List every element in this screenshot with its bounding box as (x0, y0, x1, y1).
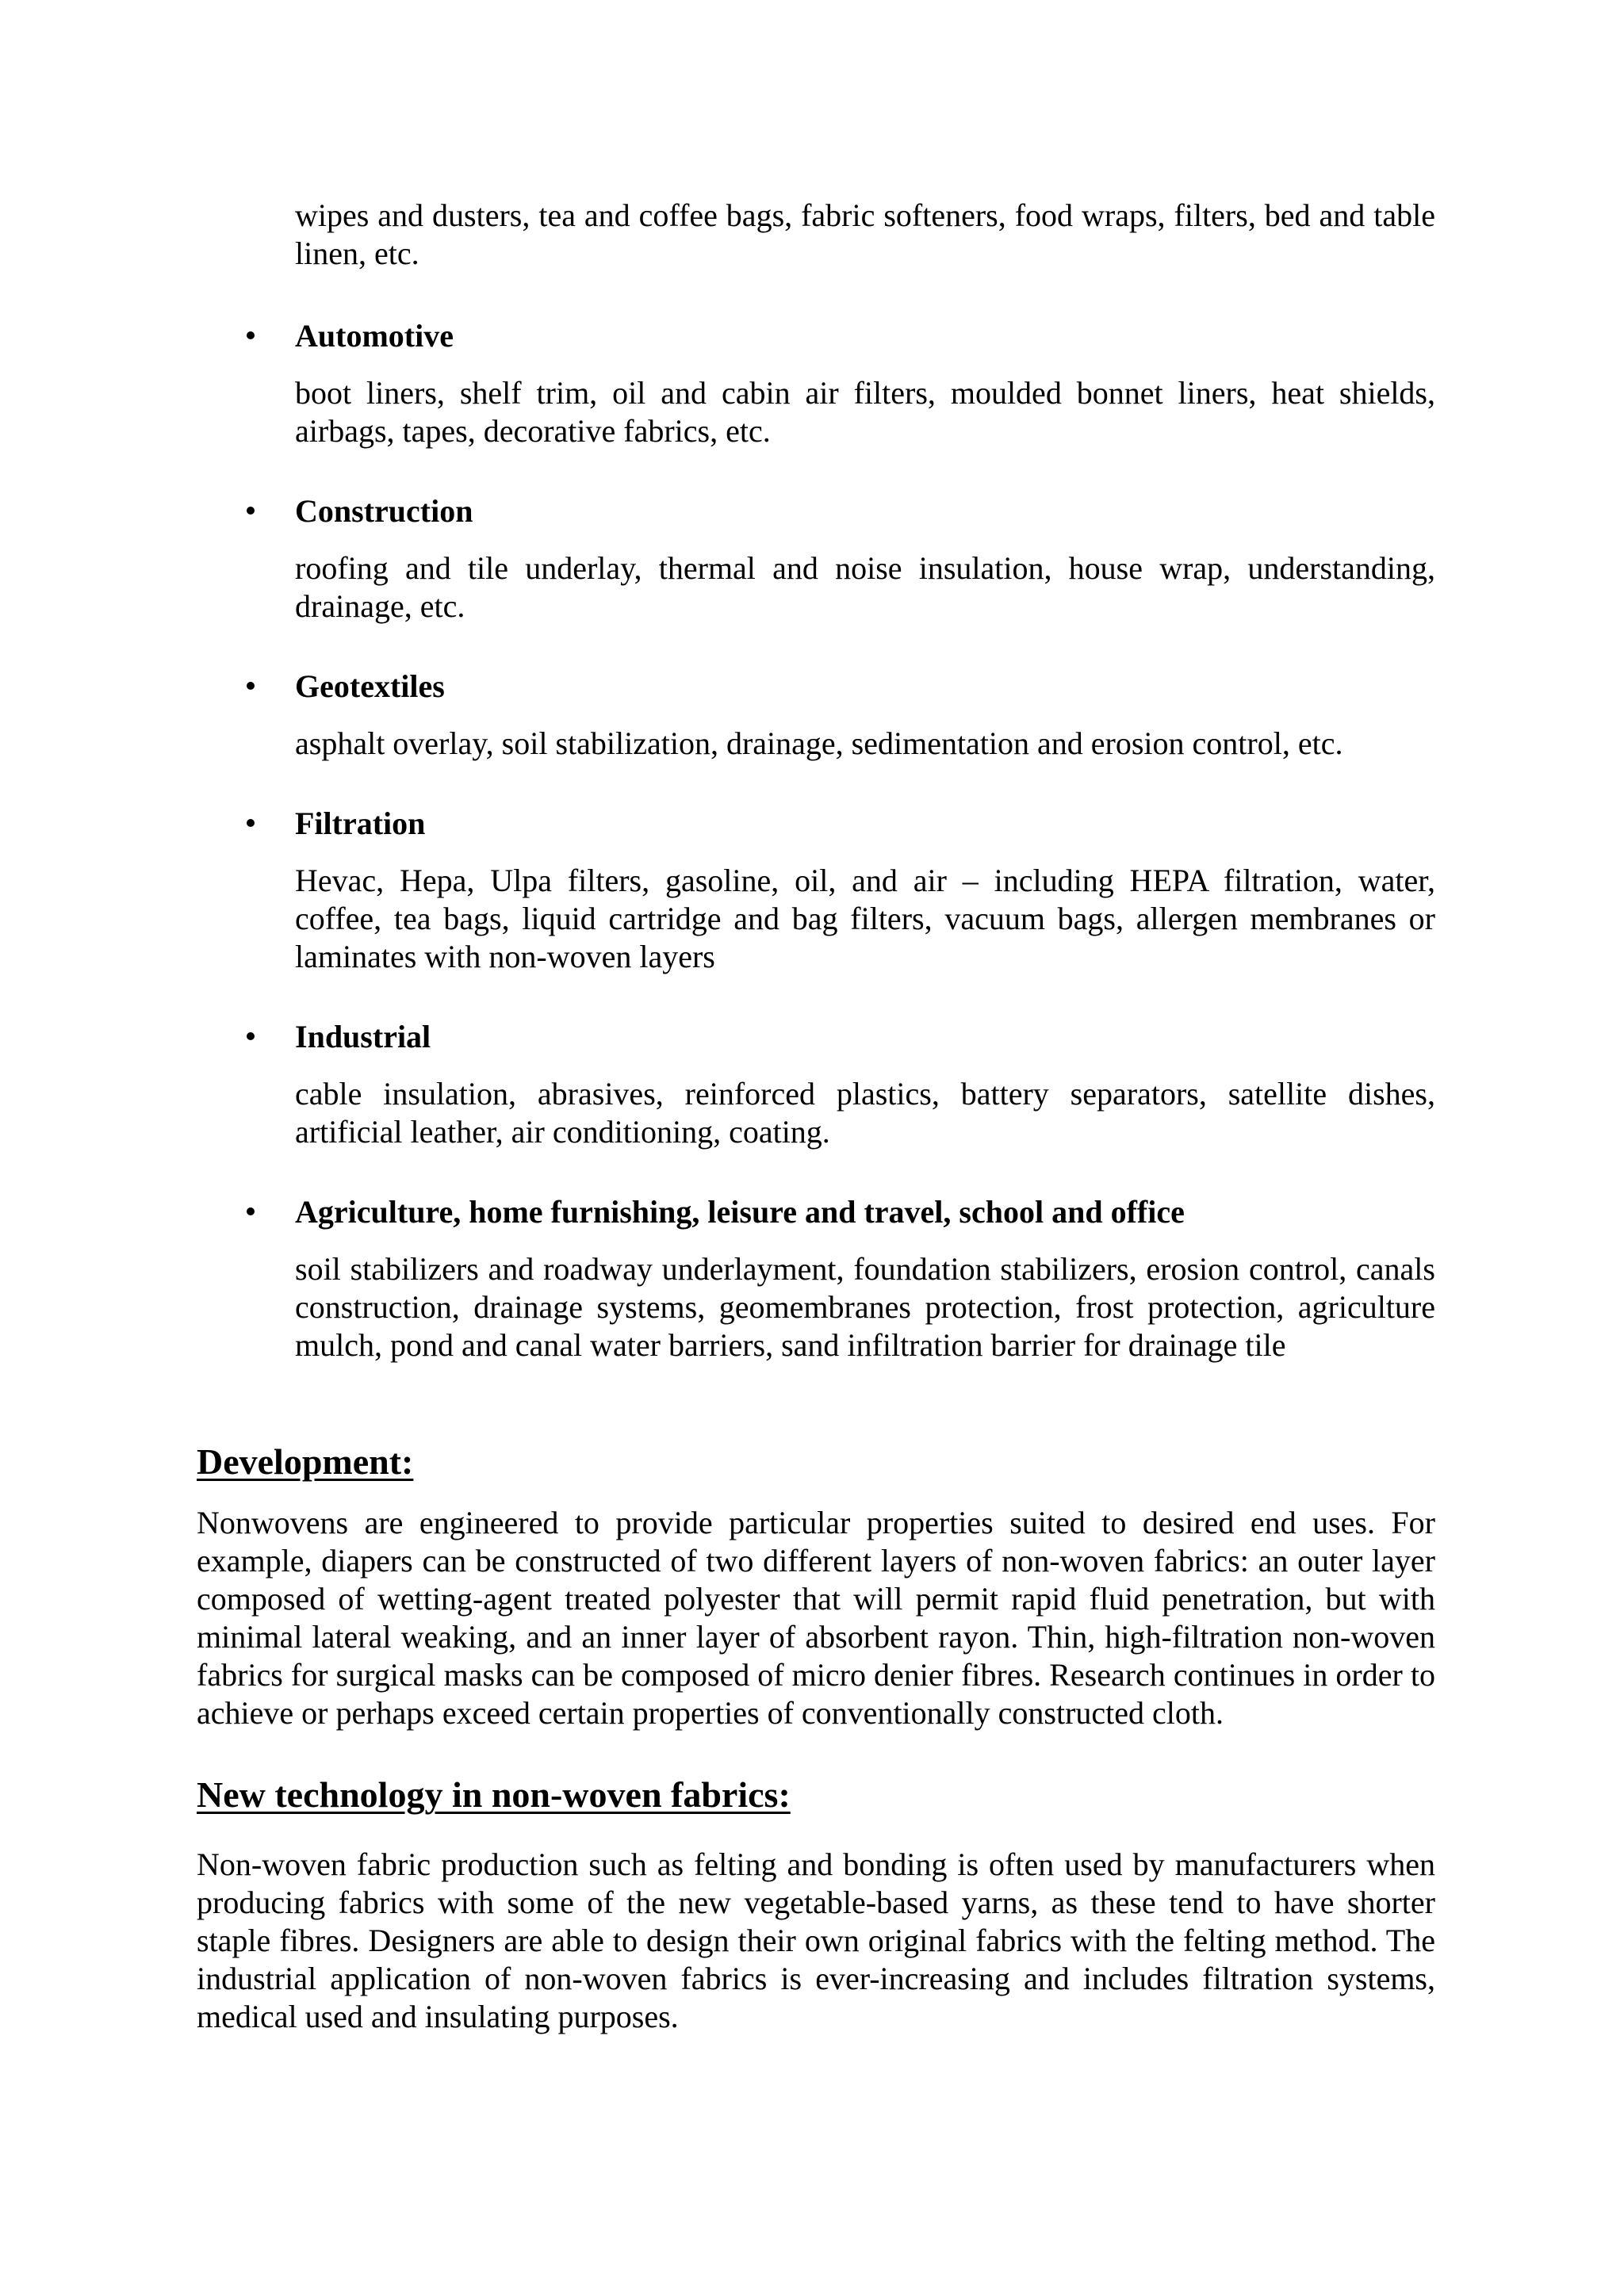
list-item-title: Agriculture, home furnishing, leisure and travel, school and office (295, 1194, 1185, 1230)
list-item-title: Construction (295, 493, 473, 529)
bullet-icon (247, 1207, 255, 1215)
bullet-icon (247, 1032, 255, 1040)
list-item-description: asphalt overlay, soil stabilization, drainage, sedimentation and erosion control, etc. (295, 725, 1343, 761)
list-item-title: Industrial (295, 1019, 431, 1054)
list-item-description: roofing and tile underlay, thermal and noise insulation, house wrap, understanding, drainage, etc. (295, 550, 1435, 624)
development-heading: Development: (197, 1441, 414, 1482)
bullet-icon (247, 507, 255, 515)
list-item-title: Filtration (295, 806, 426, 841)
development-body: Nonwovens are engineered to provide particular properties suited to desired end uses. For example, diapers can be constructed of two different layers of non-woven fabrics: an outer layer composed of wetting-agent treated polyester that will permit rapid fluid penetration, but with minimal lateral weaking, and an inner layer of absorbent rayon. Thin, high-filtration non-woven fabrics for surgical masks can be composed of micro denier fibres. Research continues in order to achieve or perhaps exceed certain properties of conventionally constructed cloth. (197, 1505, 1435, 1731)
list-item-description: boot liners, shelf trim, oil and cabin air filters, moulded bonnet liners, heat shields, airbags, tapes, decorative fabrics, etc. (295, 375, 1435, 449)
list-item-title: Automotive (295, 318, 454, 354)
list-item-description: cable insulation, abrasives, reinforced plastics, battery separators, satellite dishes, artificial leather, air conditioning, coating. (295, 1076, 1435, 1150)
new-technology-heading: New technology in non-woven fabrics: (197, 1774, 791, 1815)
list-item-title: Geotextiles (295, 668, 445, 704)
bullet-icon (247, 331, 255, 339)
bullet-icon (247, 819, 255, 827)
list-item-description: Hevac, Hepa, Ulpa filters, gasoline, oil, and air – including HEPA filtration, water, coffee, tea bags, liquid cartridge and bag filters, vacuum bags, allergen membranes or laminates with non-woven layers (295, 863, 1435, 974)
list-item-description: soil stabilizers and roadway underlayment, foundation stabilizers, erosion control, canals construction, drainage systems, geomembranes protection, frost protection, agriculture mulch, pond and canal water barriers, sand infiltration barrier for drainage tile (295, 1251, 1435, 1363)
bullet-icon (247, 682, 255, 690)
intro-continuation-text: wipes and dusters, tea and coffee bags, fabric softeners, food wraps, filters, bed and table linen, etc. (295, 197, 1435, 271)
new-technology-body: Non-woven fabric production such as felting and bonding is often used by manufacturers when producing fabrics with some of the new vegetable-based yarns, as these tend to have shorter staple fibres. Designers are able to design their own original fabrics with the felting method. The industrial application of non-woven fabrics is ever-increasing and includes filtration systems, medical used and insulating purposes. (197, 1846, 1435, 2034)
